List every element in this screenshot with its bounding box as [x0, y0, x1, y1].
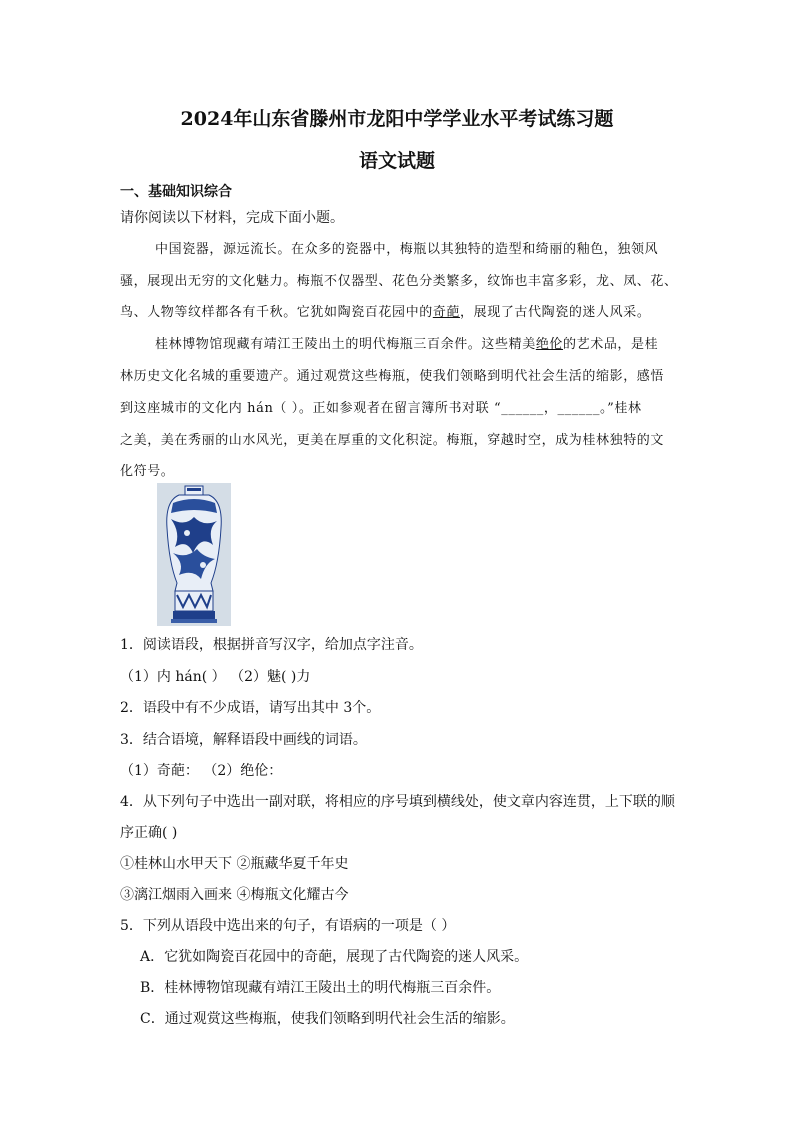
- question-4-options-row2: ③漓江烟雨入画来 ④梅瓶文化耀古今: [120, 887, 349, 903]
- question-4-options-row1: ①桂林山水甲天下 ②瓶藏华夏千年史: [120, 856, 349, 872]
- question-2: 2．语段中有不少成语，请写出其中 3个。: [120, 700, 381, 716]
- passage-text: 桂林博物馆现藏有靖江王陵出土的明代梅瓶三百余件。这些精美: [155, 337, 536, 352]
- option-b: B．桂林博物馆现藏有靖江王陵出土的明代梅瓶三百余件。: [140, 980, 501, 996]
- section-heading: 一、基础知识综合: [120, 184, 232, 200]
- passage-text: 鸟、人物等纹样都各有千秋。它犹如陶瓷百花园中的: [120, 305, 433, 320]
- passage-text: 的艺术品，是桂: [563, 337, 659, 352]
- question-4: 4．从下列句子中选出一副对联，将相应的序号填到横线处，使文章内容连贯，上下联的顺: [120, 794, 675, 810]
- instruction-text: 请你阅读以下材料，完成下面小题。: [120, 210, 344, 226]
- passage-line: 林历史文化名城的重要遗产。通过观赏这些梅瓶，使我们领略到明代社会生活的缩影，感悟: [120, 369, 665, 384]
- exam-subtitle: 语文试题: [358, 150, 435, 172]
- exam-title: 2024年山东省滕州市龙阳中学学业水平考试练习题: [180, 108, 614, 130]
- passage-line: [155, 333, 675, 352]
- question-5: 5．下列从语段中选出来的句子，有语病的一项是（ ）: [120, 918, 456, 934]
- question-1: 1．阅读语段，根据拼音写汉字，给加点字注音。: [120, 637, 423, 653]
- passage-line: [120, 301, 676, 320]
- plum-vase-image: [157, 483, 231, 626]
- passage-line: 骚，展现出无穷的文化魅力。梅瓶不仅器型、花色分类繁多，纹饰也丰富多彩，龙、凤、花、: [120, 274, 678, 289]
- underlined-word-qipa: 奇葩: [432, 305, 461, 320]
- passage-text: ，展现了古代陶瓷的迷人风采。: [460, 305, 651, 320]
- question-1-items: （1）内 hán( ） （2）魅( )力: [120, 669, 311, 685]
- passage-line: 之美，美在秀丽的山水风光，更美在厚重的文化积淀。梅瓶，穿越时空，成为桂林独特的文: [120, 433, 665, 448]
- option-c: C．通过观赏这些梅瓶，使我们领略到明代社会生活的缩影。: [140, 1011, 515, 1027]
- question-3: 3．结合语境，解释语段中画线的词语。: [120, 732, 367, 748]
- question-4-continued: 序正确( ): [120, 825, 178, 841]
- passage-line: 中国瓷器，源远流长。在众多的瓷器中，梅瓶以其独特的造型和绮丽的釉色，独领风: [155, 242, 659, 257]
- question-3-items: （1）奇葩： （2）绝伦：: [120, 763, 283, 779]
- passage-line: 化符号。: [120, 464, 175, 479]
- underlined-word-juelun: 绝伦: [535, 337, 564, 352]
- option-a: A．它犹如陶瓷百花园中的奇葩，展现了古代陶瓷的迷人风采。: [140, 949, 529, 965]
- passage-line: 到这座城市的文化内 hán（ ）。正如参观者在留言簿所书对联 “______，______。”桂林: [120, 401, 642, 416]
